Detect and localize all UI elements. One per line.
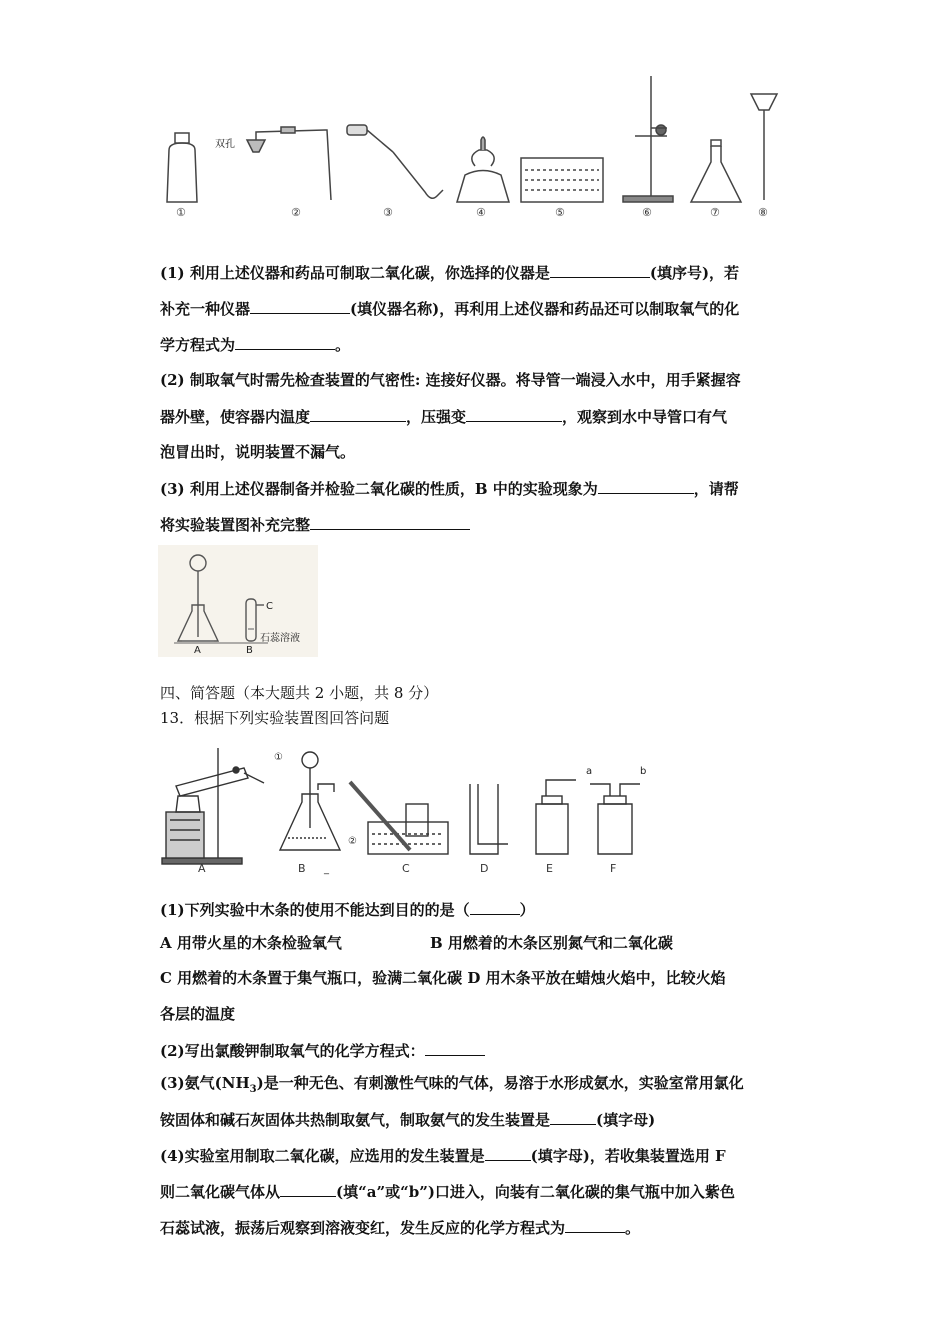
q12-part2-line2 xyxy=(160,406,727,427)
q12-part2-text3: ，压强变 xyxy=(406,408,467,426)
q13-part3-text: (3)氨气(NH xyxy=(160,1074,250,1092)
figure-co2-apparatus xyxy=(158,545,318,657)
q13-part4-text4: (填“a”或“b”)口进入，向装有二氧化碳的集气瓶中加入紫色 xyxy=(336,1183,735,1201)
answer-blank[interactable] xyxy=(250,298,350,314)
q13-part3-line2 xyxy=(160,1109,655,1130)
q13-part3-subscript: 3 xyxy=(249,1084,257,1095)
q13-part4-end: 。 xyxy=(625,1219,641,1237)
answer-blank[interactable] xyxy=(565,1217,625,1233)
q13-part1-text: (1)下列实验中木条的使用不能达到目的的是（ xyxy=(160,901,470,919)
answer-blank[interactable] xyxy=(598,478,694,494)
q13-options-cd-cont: 各层的温度 xyxy=(160,1005,236,1023)
q12-part1-line2 xyxy=(160,298,739,319)
figure3-label-a: A xyxy=(198,862,206,875)
q13-part3-text3: 铵固体和碱石灰固体共热制取氨气，制取氨气的发生装置是 xyxy=(160,1111,551,1129)
answer-blank[interactable] xyxy=(310,406,406,422)
water-trough-icon xyxy=(521,158,603,202)
answer-blank[interactable] xyxy=(550,262,650,278)
q13-part1-end: ） xyxy=(519,901,535,919)
figure1-label-3: ③ xyxy=(383,206,393,219)
q12-part1-line1 xyxy=(160,262,739,283)
q12-part2-line3 xyxy=(160,442,355,462)
figure1-label-6: ⑥ xyxy=(642,206,652,219)
q12-part1-text: (1) 利用上述仪器和药品可制取二氧化碳，你选择的仪器是 xyxy=(160,264,550,282)
apparatus-b-icon xyxy=(280,752,340,850)
q13-title: 13．根据下列实验装置图回答问题 xyxy=(160,709,390,727)
answer-blank[interactable] xyxy=(425,1040,485,1056)
q12-part2-text4: ，观察到水中导管口有气 xyxy=(562,408,728,426)
answer-blank[interactable] xyxy=(485,1145,531,1161)
q13-part2 xyxy=(160,1040,485,1061)
section4-heading: 四、简答题（本大题共 2 小题，共 8 分） xyxy=(160,684,439,702)
figure-apparatus-a-f xyxy=(158,740,678,880)
q12-part3-line2 xyxy=(160,514,470,535)
q12-part3-line1 xyxy=(160,478,739,499)
q12-part1-hint: (填序号)，若 xyxy=(649,264,740,282)
figure1-label-2: ② xyxy=(291,206,301,219)
q12-part1-end: 。 xyxy=(335,336,351,354)
q13-option-b: B 用燃着的木条区别氮气和二氧化碳 xyxy=(430,934,673,952)
q12-part3-text3: 将实验装置图补充完整 xyxy=(160,516,311,534)
q12-part1-text3: (填仪器名称)，再利用上述仪器和药品还可以制取氧气的化 xyxy=(350,300,740,318)
two-hole-stopper-icon xyxy=(215,127,331,200)
figure3-label-d: D xyxy=(480,862,489,875)
figure2-solution-label: 石蕊溶液 xyxy=(260,633,300,644)
apparatus-a-icon xyxy=(162,748,264,864)
figure-instruments xyxy=(155,70,795,230)
stopper-label: 双孔 xyxy=(215,139,235,150)
answer-blank[interactable] xyxy=(550,1109,596,1125)
q13-option-a: A 用带火星的木条检验氧气 xyxy=(160,934,342,952)
figure3-port-b: b xyxy=(640,766,647,777)
q12-part3-text: (3) 利用上述仪器制备并检验二氧化碳的性质，B 中的实验现象为 xyxy=(160,480,598,498)
figure3-dash: _ xyxy=(324,864,329,875)
figure1-label-5: ⑤ xyxy=(555,206,565,219)
figure1-label-7: ⑦ xyxy=(710,206,720,219)
q12-part1-line3 xyxy=(160,334,350,355)
answer-blank[interactable] xyxy=(280,1181,336,1197)
answer-blank[interactable] xyxy=(235,334,335,350)
figure3-mark-2: ② xyxy=(348,836,357,847)
q13-part4-line3 xyxy=(160,1217,640,1238)
answer-blank[interactable] xyxy=(310,514,470,530)
q12-part2-text2: 器外壁，使容器内温度 xyxy=(160,408,311,426)
apparatus-f-icon xyxy=(590,784,640,854)
q13-part1 xyxy=(160,899,535,920)
q13-part4-line1 xyxy=(160,1145,726,1166)
iron-stand-icon xyxy=(623,76,673,202)
q13-part3-line1 xyxy=(160,1073,744,1100)
apparatus-c-icon xyxy=(350,782,448,854)
q12-part2-line1 xyxy=(160,370,741,390)
q12-part2-text5: 泡冒出时，说明装置不漏气。 xyxy=(160,443,356,461)
q13-part2-text: (2)写出氯酸钾制取氧气的化学方程式： xyxy=(160,1042,425,1060)
figure1-label-1: ① xyxy=(176,206,186,219)
alcohol-lamp-icon xyxy=(457,137,509,202)
rubber-tube-icon xyxy=(347,125,443,198)
q13-part4-text: (4)实验室用制取二氧化碳，应选用的发生装置是 xyxy=(160,1147,485,1165)
q12-part2-text: (2) 制取氧气时需先检查装置的气密性: 连接好仪器。将导管一端浸入水中，用手紧握容 xyxy=(160,371,741,389)
conical-flask-icon xyxy=(691,140,741,202)
figure2-label-c: C xyxy=(266,601,273,612)
q13-part3-text2: )是一种无色、有刺激性气味的气体，易溶于水形成氨水，实验室常用氯化 xyxy=(256,1074,744,1092)
figure3-label-e: E xyxy=(546,862,553,875)
q13-part3-hint: (填字母) xyxy=(596,1111,656,1129)
q13-part4-line2 xyxy=(160,1181,735,1202)
answer-blank[interactable] xyxy=(470,899,520,915)
q13-part4-text2: (填字母)，若收集装置选用 F xyxy=(530,1147,726,1165)
apparatus-e-icon xyxy=(536,780,576,854)
q12-part3-text2: ，请帮 xyxy=(693,480,739,498)
figure3-label-c: C xyxy=(402,862,410,875)
figure1-label-8: ⑧ xyxy=(758,206,768,219)
figure3-label-b: B xyxy=(298,862,306,875)
apparatus-d-icon xyxy=(470,784,508,854)
answer-blank[interactable] xyxy=(466,406,562,422)
q13-options-cd: C 用燃着的木条置于集气瓶口，验满二氧化碳 D 用木条平放在蜡烛火焰中，比较火焰 xyxy=(160,969,726,987)
q12-part1-text4: 学方程式为 xyxy=(160,336,236,354)
wide-mouth-bottle-icon xyxy=(167,133,197,202)
figure3-label-f: F xyxy=(610,862,617,875)
q13-part4-text3: 则二氧化碳气体从 xyxy=(160,1183,281,1201)
figure2-label-a: A xyxy=(194,645,201,656)
long-neck-funnel-icon xyxy=(751,94,777,200)
figure3-port-a: a xyxy=(586,766,593,777)
q12-part1-text2: 补充一种仪器 xyxy=(160,300,251,318)
q13-options-ab xyxy=(160,933,673,953)
figure3-mark-1: ① xyxy=(274,752,283,763)
figure1-label-4: ④ xyxy=(476,206,486,219)
q13-part4-text5: 石蕊试液，振荡后观察到溶液变红，发生反应的化学方程式为 xyxy=(160,1219,566,1237)
figure2-label-b: B xyxy=(246,645,253,656)
